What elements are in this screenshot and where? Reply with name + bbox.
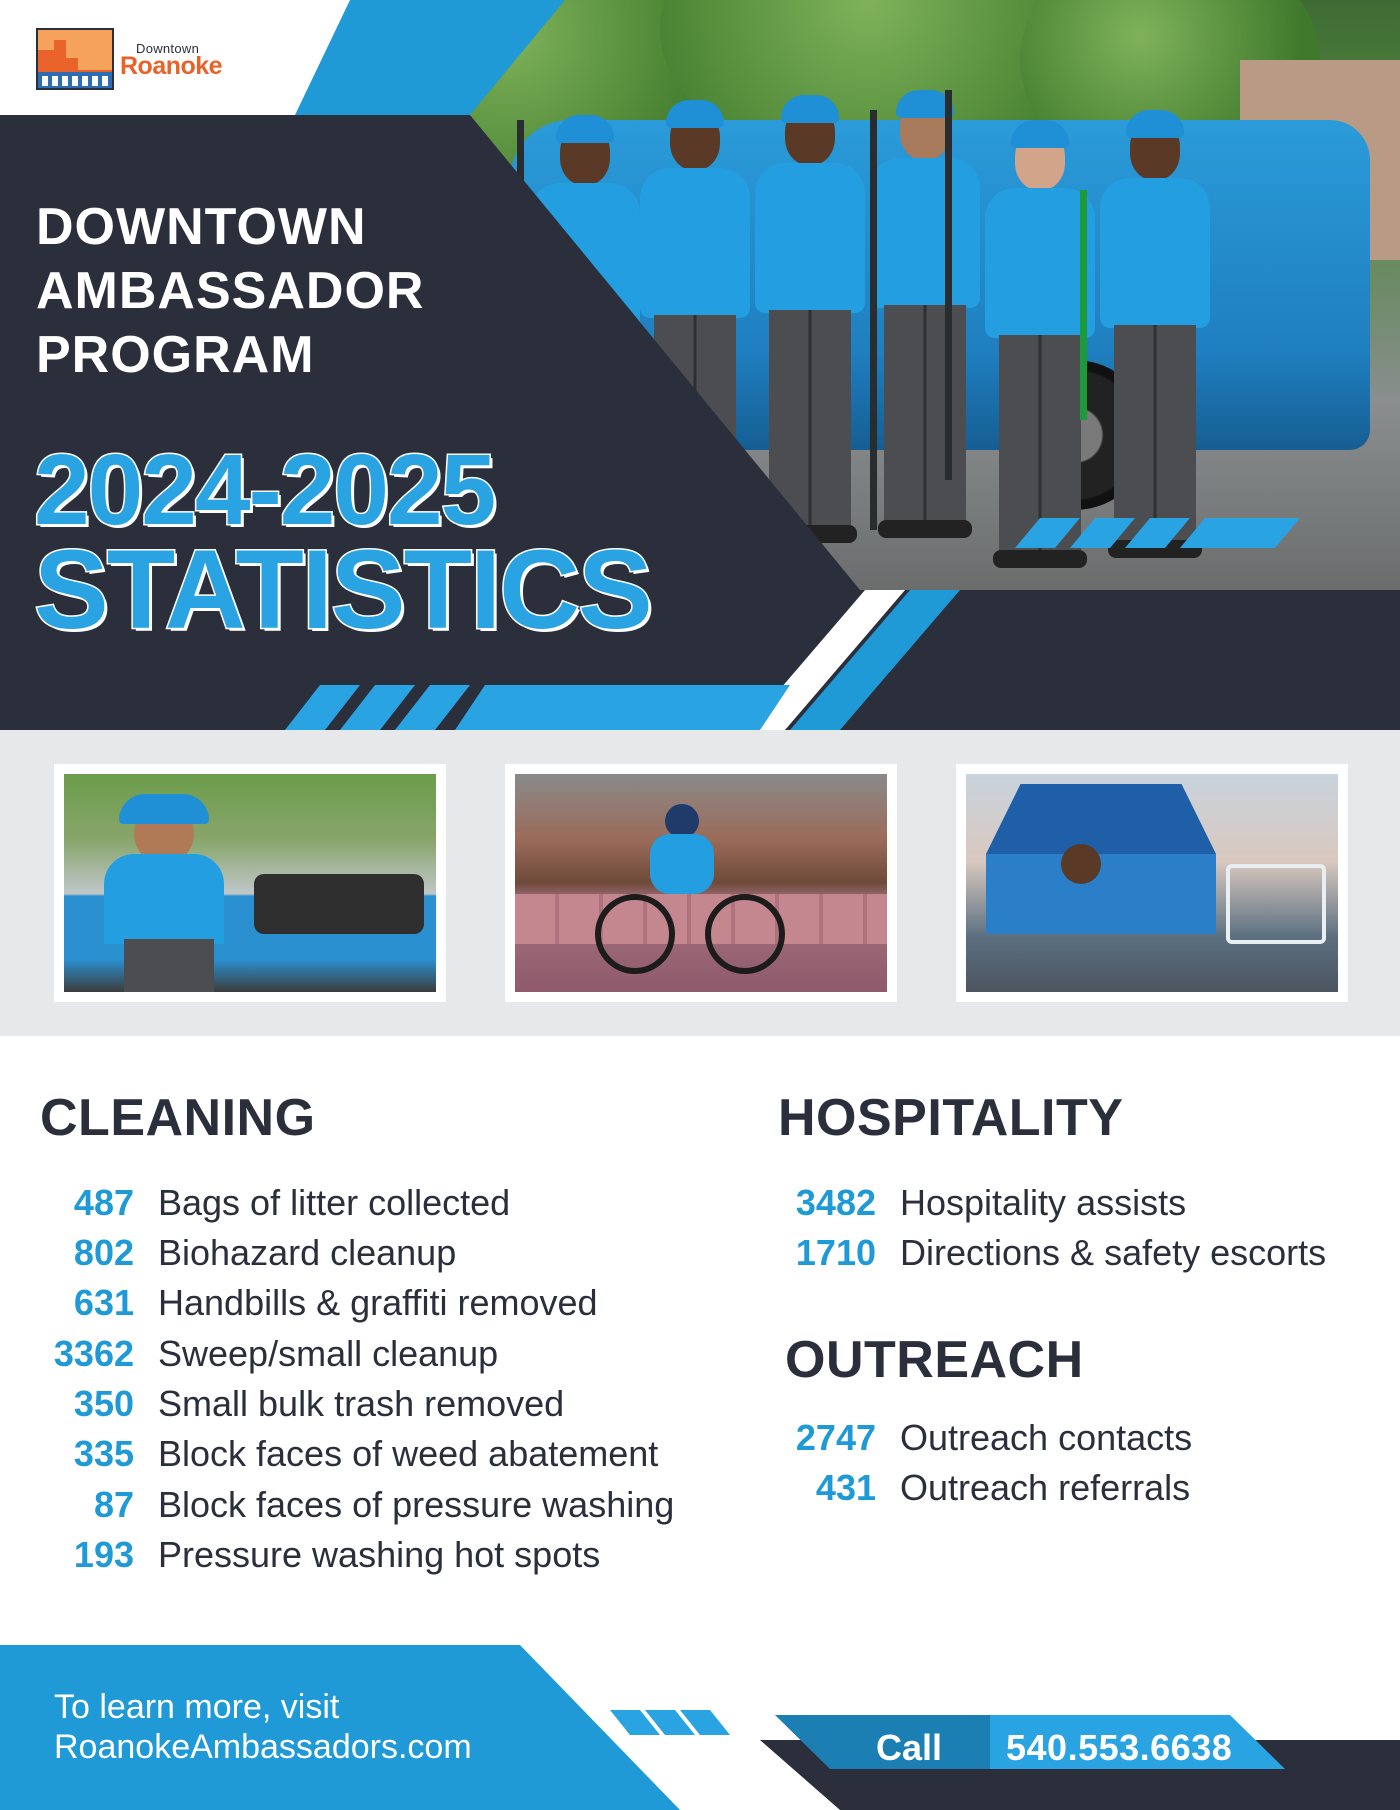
cleaning-stat-row: [40, 1329, 498, 1379]
cleaning-stat-row: [40, 1530, 600, 1580]
hero-section: [0, 0, 1400, 730]
stat-label: Biohazard cleanup: [158, 1232, 457, 1273]
cleaning-stat-row: [40, 1278, 598, 1328]
photo-strip: [0, 730, 1400, 1036]
statistics-heading: STATISTICS: [34, 527, 651, 652]
website-link[interactable]: RoanokeAmbassadors.com: [54, 1728, 472, 1766]
photo-ambassador-truck: [54, 764, 446, 1002]
stat-label: Sweep/small cleanup: [158, 1333, 499, 1374]
photo-ambassador-tent: [956, 764, 1348, 1002]
program-title-line: AMBASSADOR: [36, 262, 425, 320]
phone-number-link[interactable]: 540.553.6638: [1006, 1727, 1233, 1768]
downtown-roanoke-logo[interactable]: [36, 28, 236, 90]
stat-label: Pressure washing hot spots: [158, 1534, 601, 1575]
stat-label: Outreach referrals: [900, 1467, 1191, 1508]
cleaning-stat-row: [40, 1178, 510, 1228]
stat-value: 1710: [795, 1232, 876, 1273]
stat-label: Small bulk trash removed: [158, 1383, 565, 1424]
stat-value: 350: [73, 1383, 134, 1424]
footer-visit-text: [54, 1687, 472, 1767]
stat-value: 193: [73, 1534, 134, 1575]
photo-ambassador-bike: [505, 764, 897, 1002]
stat-value: 487: [73, 1182, 134, 1223]
stat-label: Outreach contacts: [900, 1417, 1193, 1458]
hospitality-stat-row: [778, 1178, 1186, 1228]
stat-value: 335: [73, 1433, 134, 1474]
footer-line: To learn more, visit: [54, 1688, 340, 1726]
footer: [0, 1645, 1400, 1810]
program-title-line: PROGRAM: [36, 326, 315, 384]
cleaning-stat-row: [40, 1429, 658, 1479]
outreach-heading: OUTREACH: [785, 1331, 1084, 1389]
hospitality-heading: HOSPITALITY: [778, 1089, 1124, 1147]
logo-roanoke-text: Roanoke: [120, 52, 223, 80]
call-label: Call: [876, 1727, 943, 1768]
cleaning-stat-row: [40, 1379, 564, 1429]
stat-value: 87: [93, 1484, 134, 1525]
stats-years-heading: 2024-2025: [34, 434, 495, 546]
program-title-line: DOWNTOWN: [36, 198, 367, 256]
stat-value: 802: [73, 1232, 134, 1273]
stat-value: 3482: [795, 1182, 876, 1223]
stat-label: Block faces of pressure washing: [158, 1484, 675, 1525]
stat-value: 3362: [53, 1333, 134, 1374]
stat-value: 2747: [795, 1417, 876, 1458]
stat-value: 631: [73, 1282, 134, 1323]
hospitality-stat-row: [778, 1228, 1326, 1278]
stat-label: Directions & safety escorts: [900, 1232, 1327, 1273]
cleaning-heading: CLEANING: [40, 1089, 316, 1147]
program-title: [36, 195, 456, 387]
stat-label: Bags of litter collected: [158, 1182, 511, 1223]
outreach-stat-row: [778, 1463, 1190, 1513]
cleaning-stat-row: [40, 1480, 674, 1530]
stat-label: Handbills & graffiti removed: [158, 1282, 598, 1323]
logo-mark-icon: [36, 28, 114, 90]
cleaning-stat-row: [40, 1228, 456, 1278]
outreach-stat-row: [778, 1413, 1192, 1463]
logo-downtown-text: Downtown: [136, 41, 200, 56]
stat-value: 431: [815, 1467, 876, 1508]
stat-label: Block faces of weed abatement: [158, 1433, 659, 1474]
stat-label: Hospitality assists: [900, 1182, 1187, 1223]
